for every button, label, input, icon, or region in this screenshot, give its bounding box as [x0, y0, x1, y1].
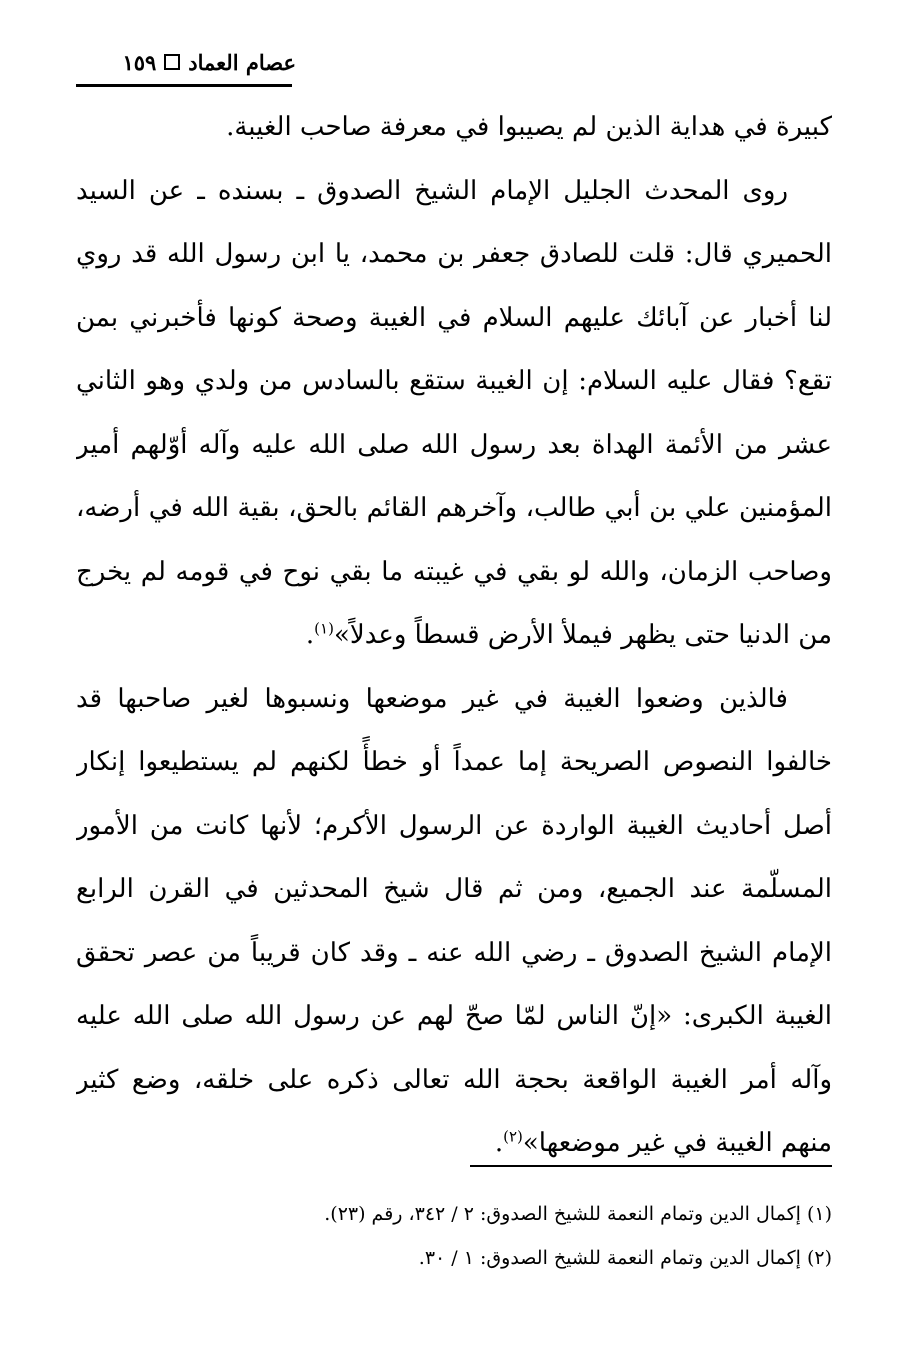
footnote-ref-1[interactable]: (١)	[314, 619, 334, 638]
text-line: من الدنيا حتى يظهر فيملأ الأرض قسطاً وعدلاً»	[333, 620, 832, 650]
header-separator-box	[164, 54, 180, 70]
text-line: فالذين وضعوا الغيبة في غير موضعها ونسبوها لغير صاحبها قد	[76, 683, 788, 714]
text-line: المؤمنين علي بن أبي طالب، وآخرهم القائم بالحق، بقية الله في أرضه،	[76, 493, 832, 523]
footnote-2: (٢) إكمال الدين وتمام النعمة للشيخ الصدوق: ١ / ٣٠.	[418, 1247, 832, 1269]
footnote-ref-2[interactable]: (٢)	[503, 1127, 523, 1146]
page-header	[76, 44, 296, 80]
text-line: كبيرة في هداية الذين لم يصيبوا في معرفة صاحب الغيبة.	[226, 112, 832, 142]
text-line: الإمام الشيخ الصدوق ـ رضي الله عنه ـ وقد كان قريباً من عصر تحقق	[76, 937, 832, 968]
header-title: عصام العماد	[188, 49, 296, 75]
text-line: وصاحب الزمان، والله لو بقي في غيبته ما بقي نوح في قومه لم يخرج	[76, 556, 832, 587]
text-line: أصل أحاديث الغيبة الواردة عن الرسول الأكرم؛ لأنها كانت من الأمور	[76, 810, 832, 841]
footnote-1: (١) إكمال الدين وتمام النعمة للشيخ الصدوق: ٢ / ٣٤٢، رقم (٢٣).	[324, 1203, 832, 1225]
text-line: تقع؟ فقال عليه السلام: إن الغيبة ستقع بالسادس من ولدي وهو الثاني	[76, 366, 832, 396]
footnotes	[76, 1192, 832, 1280]
footnote-rule	[470, 1165, 832, 1167]
text-line: الحميري قال: قلت للصادق جعفر بن محمد، يا ابن رسول الله قد روي	[76, 239, 832, 269]
text-line: وآله أمر الغيبة الواقعة بحجة الله تعالى ذكره على خلقه، وضع كثير	[76, 1064, 832, 1095]
body-text	[76, 96, 832, 1176]
text-line: خالفوا النصوص الصريحة إما عمداً أو خطأً لكنهم لم يستطيعوا إنكار	[76, 747, 832, 777]
header-rule	[76, 84, 292, 87]
text-line: المسلّمة عند الجميع، ومن ثم قال شيخ المحدثين في القرن الرابع	[76, 874, 832, 904]
text-line-with-ref: من الدنيا حتى يظهر فيملأ الأرض قسطاً وعدلاً»$^{(١)}$.	[305, 619, 832, 650]
text-line: عشر من الأئمة الهداة بعد رسول الله صلى الله عليه وآله أوّلهم أمير	[76, 429, 832, 460]
page-number: ١٥٩	[122, 49, 157, 75]
text-line-with-ref: منهم الغيبة في غير موضعها»$^{(٢)}$.	[494, 1127, 832, 1158]
text-line: الغيبة الكبرى: «إنّ الناس لمّا صحّ لهم عن رسول الله صلى الله عليه	[76, 1001, 832, 1031]
text-line: لنا أخبار عن آبائك عليهم السلام في الغيبة وصحة كونها فأخبرني بمن	[76, 302, 832, 333]
text-line: منهم الغيبة في غير موضعها»	[522, 1128, 832, 1158]
text-line: روى المحدث الجليل الإمام الشيخ الصدوق ـ بسنده ـ عن السيد	[76, 175, 789, 206]
